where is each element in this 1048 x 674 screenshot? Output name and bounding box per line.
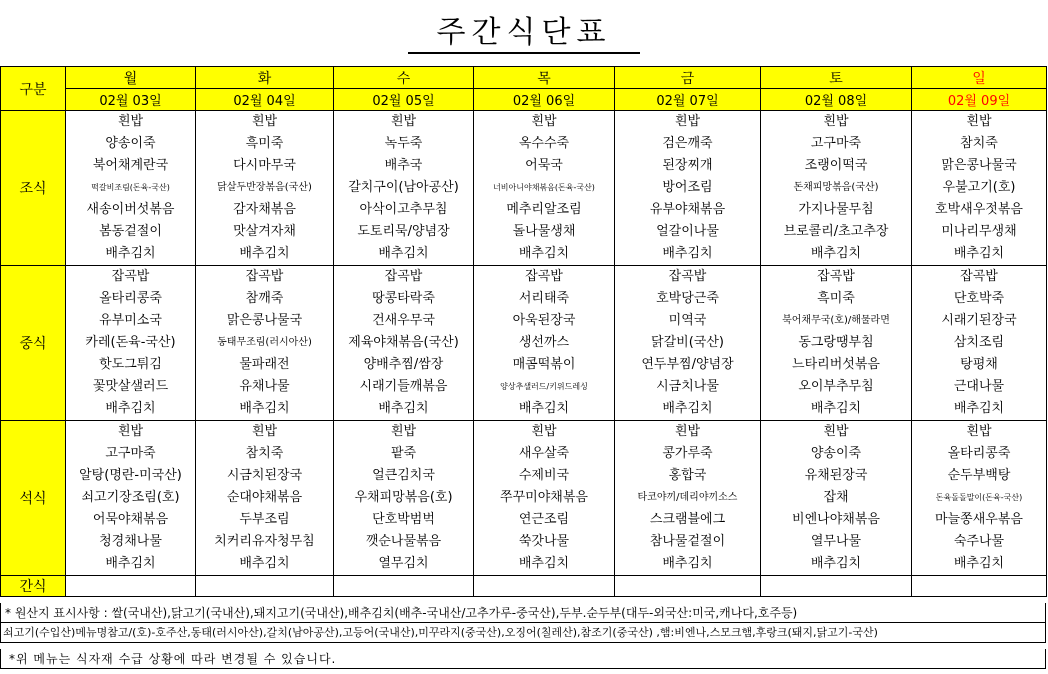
- menu-cell: [912, 266, 1047, 421]
- menu-item: 얼큰김치국: [372, 468, 435, 483]
- meal-label: 조식: [1, 111, 66, 266]
- menu-item: 돈육돌돌말이(돈육-국산): [935, 493, 1023, 502]
- menu-item: 흑미죽: [817, 291, 855, 306]
- menu-item: 유채나물: [239, 379, 290, 394]
- menu-item: 잡곡밥: [668, 269, 707, 284]
- menu-item: 흰밥: [966, 114, 992, 129]
- menu-item: 돌나물생채: [512, 224, 576, 239]
- menu-item: 단호박범벅: [372, 512, 435, 527]
- menu-item: 맑은콩나물국: [941, 158, 1017, 173]
- menu-item: 시래기된장국: [941, 313, 1017, 328]
- menu-item: 새우살죽: [518, 446, 570, 461]
- menu-item: 우채피망볶음(호): [354, 490, 453, 505]
- menu-item: 홍합국: [668, 468, 707, 483]
- menu-item: 흰밥: [390, 114, 417, 129]
- menu-cell: [615, 266, 761, 421]
- menu-item: 양상추샐러드/키위드레싱: [500, 382, 588, 391]
- menu-cell: [334, 421, 474, 576]
- menu-item: 흰밥: [251, 424, 278, 439]
- menu-item: 배추김치: [378, 246, 429, 261]
- meal-label: 중식: [1, 266, 66, 421]
- menu-item: 올타리콩죽: [99, 291, 162, 306]
- menu-item: 된장찌개: [662, 158, 713, 173]
- menu-cell: [196, 266, 334, 421]
- snack-cell: [761, 576, 912, 597]
- origin-note-2: 쇠고기(수입산)메뉴명참고/(호)-호주산,동태(러시아산),갈치(남아공산),고등어(국내산),미꾸라지(중국산),오징어(칠레산),참조기(중국산) ,햄:비엔나,스모크햄,후랑크(돼지,닭고기-국산): [0, 623, 1046, 643]
- menu-item: 배추김치: [239, 401, 290, 416]
- menu-item: 숙주나물: [953, 534, 1005, 549]
- menu-cell: [334, 266, 474, 421]
- menu-item: 잡채: [823, 490, 849, 505]
- menu-item: 배추김치: [105, 246, 156, 261]
- menu-cell: [474, 421, 615, 576]
- menu-item: 조랭이떡국: [804, 158, 868, 173]
- menu-item: 흰밥: [531, 424, 557, 439]
- menu-cell: [66, 266, 196, 421]
- snack-label: 간식: [1, 576, 66, 597]
- day-header: 토: [761, 67, 912, 89]
- menu-item: 녹두죽: [384, 136, 423, 151]
- menu-item: 북어채계란국: [92, 158, 169, 173]
- header-day-row: [1, 67, 1047, 89]
- menu-item: 아욱된장국: [512, 313, 576, 328]
- menu-item: 갈치구이(남아공산): [348, 180, 459, 195]
- date-header: 02월 05일: [334, 89, 474, 111]
- menu-item: 아삭이고추무침: [359, 202, 448, 217]
- menu-item: 콩가루죽: [662, 446, 713, 461]
- menu-item: 수제비국: [518, 468, 570, 483]
- menu-item: 핫도그튀김: [99, 357, 162, 372]
- menu-item: 다시마무국: [233, 158, 296, 173]
- menu-cell: [66, 421, 196, 576]
- menu-item: 유부야채볶음: [649, 202, 726, 217]
- menu-item: 흰밥: [823, 114, 849, 129]
- menu-item: 연두부찜/양념장: [641, 357, 734, 372]
- menu-item: 알탕(명란-미국산): [79, 468, 182, 483]
- menu-item: 쇠고기장조림(호): [81, 490, 180, 505]
- menu-item: 고구마죽: [105, 446, 156, 461]
- menu-item: 배추김치: [239, 246, 290, 261]
- menu-item: 참깨죽: [245, 291, 284, 306]
- menu-item: 배추김치: [518, 401, 570, 416]
- menu-item: 근대나물: [953, 379, 1005, 394]
- menu-item: 땅콩타락죽: [372, 291, 435, 306]
- snack-cell: [334, 576, 474, 597]
- menu-item: 단호박죽: [953, 291, 1005, 306]
- menu-item: 메추리알조림: [506, 202, 582, 217]
- menu-item: 건새우무국: [372, 313, 435, 328]
- menu-item: 배추김치: [953, 246, 1005, 261]
- menu-item: 순대야채볶음: [226, 490, 303, 505]
- menu-item: 흰밥: [117, 114, 144, 129]
- menu-item: 잡곡밥: [111, 269, 150, 284]
- menu-item: 고구마죽: [810, 136, 862, 151]
- menu-item: 도토리묵/양념장: [357, 224, 450, 239]
- menu-item: 미역국: [668, 313, 707, 328]
- menu-item: 동태무조림(러시아산): [217, 337, 312, 348]
- menu-item: 비엔나야채볶음: [792, 512, 880, 527]
- menu-item: 생선까스: [518, 335, 570, 350]
- menu-cell: [66, 111, 196, 266]
- menu-item: 닭갈비(국산): [651, 335, 724, 350]
- menu-item: 삼치조림: [953, 335, 1005, 350]
- meal-row: [1, 111, 1047, 266]
- menu-item: 올타리콩죽: [947, 446, 1011, 461]
- menu-cell: [761, 421, 912, 576]
- menu-item: 꽃맛살샐러드: [92, 379, 169, 394]
- menu-item: 마늘쫑새우볶음: [935, 512, 1023, 527]
- date-header: 02월 04일: [196, 89, 334, 111]
- title-area: [0, 0, 1048, 66]
- title-underline: [408, 52, 640, 54]
- menu-cell: [334, 111, 474, 266]
- menu-item: 배추김치: [518, 556, 570, 571]
- date-header: 02월 06일: [474, 89, 615, 111]
- menu-item: 방어조림: [662, 180, 713, 195]
- menu-item: 닭살두반장볶음(국산): [217, 182, 312, 193]
- menu-item: 참치죽: [245, 446, 284, 461]
- menu-cell: [196, 111, 334, 266]
- menu-item: 배추김치: [662, 401, 713, 416]
- menu-item: 양송이죽: [105, 136, 156, 151]
- menu-item: 배추김치: [662, 246, 713, 261]
- menu-item: 너비아니야채볶음(돈육-국산): [493, 183, 595, 192]
- menu-item: 어묵국: [525, 158, 563, 173]
- menu-item: 치커리유자청무침: [214, 534, 315, 549]
- menu-item: 새송이버섯볶음: [86, 202, 175, 217]
- date-header: 02월 09일: [912, 89, 1047, 111]
- menu-item: 배추김치: [105, 401, 156, 416]
- menu-item: 물파래전: [239, 357, 290, 372]
- menu-item: 탕평채: [960, 357, 998, 372]
- menu-item: 열무김치: [378, 556, 429, 571]
- menu-item: 배추김치: [810, 556, 862, 571]
- category-header: 구분: [1, 67, 66, 111]
- menu-item: 호박당근죽: [656, 291, 719, 306]
- date-header: 02월 08일: [761, 89, 912, 111]
- menu-item: 배추김치: [953, 401, 1005, 416]
- menu-cell: [912, 421, 1047, 576]
- menu-item: 배추김치: [953, 556, 1005, 571]
- menu-item: 열무나물: [810, 534, 862, 549]
- menu-item: 우불고기(호): [942, 180, 1016, 195]
- day-header: 일: [912, 67, 1047, 89]
- menu-item: 미나리무생채: [941, 224, 1017, 239]
- menu-item: 브로콜리/초고추장: [783, 224, 889, 239]
- menu-item: 오이부추무침: [798, 379, 874, 394]
- menu-item: 맑은콩나물국: [226, 313, 303, 328]
- menu-item: 시금치된장국: [226, 468, 303, 483]
- menu-item: 배추국: [384, 158, 423, 173]
- menu-item: 참나물겉절이: [649, 534, 726, 549]
- menu-item: 떡갈비조림(돈육-국산): [91, 183, 170, 192]
- menu-item: 스크램블에그: [649, 512, 726, 527]
- snack-cell: [912, 576, 1047, 597]
- day-header: 금: [615, 67, 761, 89]
- menu-item: 호박새우젓볶음: [935, 202, 1023, 217]
- meal-row: [1, 421, 1047, 576]
- meal-row: [1, 266, 1047, 421]
- menu-item: 얼갈이나물: [656, 224, 719, 239]
- snack-cell: [615, 576, 761, 597]
- menu-item: 잡곡밥: [245, 269, 284, 284]
- snack-row: [1, 576, 1047, 597]
- menu-item: 어묵야채볶음: [92, 512, 169, 527]
- menu-item: 흰밥: [674, 424, 701, 439]
- menu-item: 검은깨죽: [662, 136, 713, 151]
- menu-item: 느타리버섯볶음: [792, 357, 880, 372]
- date-header: 02월 03일: [66, 89, 196, 111]
- menu-item: 참치죽: [960, 136, 998, 151]
- menu-cell: [474, 111, 615, 266]
- menu-item: 팥죽: [390, 446, 417, 461]
- menu-item: 시래기들깨볶음: [359, 379, 448, 394]
- menu-item: 배추김치: [105, 556, 156, 571]
- menu-item: 양송이죽: [810, 446, 862, 461]
- menu-item: 잡곡밥: [525, 269, 563, 284]
- menu-item: 매콤떡볶이: [512, 357, 576, 372]
- menu-item: 흰밥: [823, 424, 849, 439]
- header-date-row: [1, 89, 1047, 111]
- snack-cell: [66, 576, 196, 597]
- menu-item: 북어채무국(호)/해물라면: [782, 315, 890, 326]
- snack-cell: [196, 576, 334, 597]
- menu-item: 옥수수죽: [518, 136, 570, 151]
- menu-item: 동그랑땡부침: [798, 335, 874, 350]
- change-notice: *위 메뉴는 식자재 수급 상황에 따라 변경될 수 있습니다.: [0, 649, 1046, 669]
- menu-item: 배추김치: [810, 401, 862, 416]
- page-title: 주간식단표: [436, 15, 612, 50]
- menu-item: 유부미소국: [99, 313, 162, 328]
- menu-item: 제육야채볶음(국산): [348, 335, 459, 350]
- menu-item: 흰밥: [251, 114, 278, 129]
- menu-item: 두부조림: [239, 512, 290, 527]
- menu-item: 타코야끼/데리야끼소스: [637, 492, 738, 503]
- menu-item: 깻순나물볶음: [365, 534, 442, 549]
- day-header: 수: [334, 67, 474, 89]
- menu-item: 배추김치: [378, 401, 429, 416]
- origin-note: * 원산지 표시사항 : 쌀(국내산),닭고기(국내산),돼지고기(국내산),배추김치(배추-국내산/고추가루-중국산),두부.순두부(대두-외국산:미국,캐나다,호주등): [0, 603, 1046, 623]
- menu-item: 카레(돈육-국산): [85, 335, 176, 350]
- menu-item: 배추김치: [239, 556, 290, 571]
- menu-item: 흰밥: [674, 114, 701, 129]
- menu-item: 잡곡밥: [960, 269, 998, 284]
- day-header: 월: [66, 67, 196, 89]
- menu-item: 감자채볶음: [233, 202, 296, 217]
- menu-item: 잡곡밥: [384, 269, 423, 284]
- menu-cell: [615, 111, 761, 266]
- day-header: 화: [196, 67, 334, 89]
- menu-item: 쑥갓나물: [518, 534, 570, 549]
- menu-item: 유채된장국: [804, 468, 868, 483]
- menu-item: 흰밥: [117, 424, 144, 439]
- menu-cell: [615, 421, 761, 576]
- menu-item: 청경채나물: [99, 534, 162, 549]
- day-header: 목: [474, 67, 615, 89]
- menu-cell: [761, 266, 912, 421]
- date-header: 02월 07일: [615, 89, 761, 111]
- menu-item: 배추김치: [810, 246, 862, 261]
- menu-item: 맛살겨자채: [233, 224, 296, 239]
- menu-item: 돈채피망볶음(국산): [793, 182, 879, 193]
- menu-item: 배추김치: [662, 556, 713, 571]
- menu-cell: [761, 111, 912, 266]
- menu-item: 배추김치: [518, 246, 570, 261]
- menu-item: 가지나물무침: [798, 202, 874, 217]
- menu-cell: [196, 421, 334, 576]
- menu-item: 봄동겉절이: [99, 224, 162, 239]
- menu-item: 순두부백탕: [947, 468, 1011, 483]
- meal-label: 석식: [1, 421, 66, 576]
- menu-item: 연근조림: [518, 512, 570, 527]
- menu-item: 쭈꾸미야채볶음: [500, 490, 588, 505]
- menu-item: 시금치나물: [656, 379, 719, 394]
- menu-item: 흑미죽: [245, 136, 284, 151]
- menu-item: 흰밥: [390, 424, 417, 439]
- snack-cell: [474, 576, 615, 597]
- menu-item: 잡곡밥: [817, 269, 855, 284]
- menu-item: 서리태죽: [518, 291, 570, 306]
- menu-item: 흰밥: [966, 424, 992, 439]
- menu-cell: [912, 111, 1047, 266]
- menu-cell: [474, 266, 615, 421]
- menu-item: 양배추찜/쌈장: [363, 357, 444, 372]
- menu-item: 흰밥: [531, 114, 557, 129]
- weekly-menu-table: [0, 66, 1047, 597]
